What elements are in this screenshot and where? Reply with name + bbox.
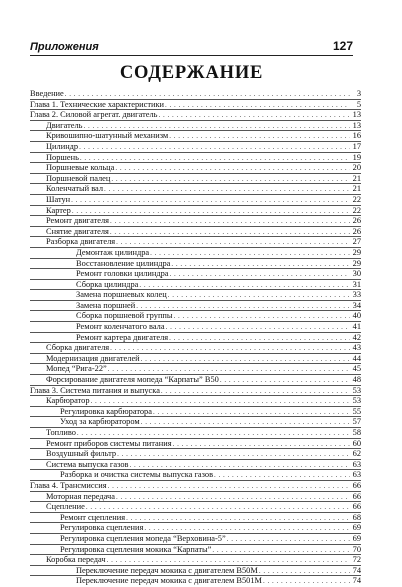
toc-entry-page: 29 [352,247,361,257]
toc-entry [30,522,361,533]
toc-entry [30,279,361,290]
toc-entry [30,427,361,438]
toc-entry-title: Переключение передач мокика с двигателем В50М [76,565,258,575]
toc-entry [30,480,361,491]
toc-entry-page: 69 [352,523,361,533]
toc-entry-page: 13 [352,120,361,130]
toc-entry-page: 19 [352,152,361,162]
toc-entry-title: Форсирование двигателя мопеда “Карпаты” В50 [46,375,219,385]
toc-entry-title: Регулировка сцепления [60,523,144,533]
toc-entry-page: 13 [352,110,361,120]
toc-entry-title: Регулировка карбюратора [60,406,152,416]
toc-entry-title: Уход за карбюратором [60,417,140,427]
toc-entry [30,395,361,406]
toc-entry-page: 41 [352,322,361,332]
toc-entry-page: 21 [352,184,361,194]
toc-entry-title: Коробка передач [46,555,106,565]
toc-entry-title: Разборка и очистка системы выпуска газов [60,470,214,480]
toc-entry-page: 70 [352,544,361,554]
toc-entry-page: 57 [352,417,361,427]
toc-entry-page: 63 [352,470,361,480]
toc-entry [30,89,361,99]
toc-entry [30,258,361,269]
toc-entry-title: Глава 2. Силовой агрегат. двигатель [30,110,158,120]
toc-entry [30,416,361,427]
toc-entry-title: Замена поршневых колец [76,290,167,300]
toc-entry-page: 68 [352,512,361,522]
toc-entry-title: Карбюратор [46,396,90,406]
toc-entry [30,374,361,385]
toc-entry-title: Снятие двигателя [46,226,109,236]
page-heading: СОДЕРЖАНИЕ [119,63,264,83]
toc-entry-title: Глава 3. Система питания и выпуска [30,385,160,395]
toc-entry-page: 44 [352,353,361,363]
toc-entry [30,438,361,449]
toc-entry-title: Сборка двигателя [46,343,110,353]
toc-entry-title: Регулировка сцепления мопеда “Верховина-5” [60,533,226,543]
toc-entry [30,332,361,343]
toc-entry-title: Картер [46,205,71,215]
toc-entry-page: 26 [352,216,361,226]
toc-entry-page: 22 [352,205,361,215]
toc-entry-title: Сборка цилиндра [76,279,139,289]
toc-entry [30,342,361,353]
toc-entry-page: 30 [352,269,361,279]
toc-entry [30,544,361,555]
toc-entry-page: 31 [352,279,361,289]
toc-entry-page: 66 [352,480,361,490]
toc-entry [30,289,361,300]
toc-entry [30,459,361,470]
toc-entry-title: Глава 1. Технические характеристики [30,99,165,109]
toc-entry-page: 16 [352,131,361,141]
toc-entry-page: 72 [352,555,361,565]
toc-entry-page: 21 [352,173,361,183]
toc-entry-page: 63 [352,459,361,469]
toc-entry-title: Кривошипно-шатунный механизм [46,131,169,141]
toc-entry-page: 58 [352,428,361,437]
toc-entry-title: Сборка поршневой группы [76,311,173,321]
toc-entry [30,215,361,226]
toc-entry-title: Ремонт головки цилиндра [76,269,169,279]
toc-entry [30,109,361,120]
dot-leader [263,577,350,587]
toc-entry-title: Ремонт приборов системы питания [46,438,172,448]
toc-entry-page: 45 [352,364,361,374]
toc-entry-page: 48 [352,375,361,385]
toc-entry-page: 40 [352,311,361,321]
toc-entry [30,236,361,247]
toc-entry-title: Ремонт двигателя [46,216,110,226]
toc-entry [30,512,361,523]
toc-entry [30,120,361,131]
toc-entry-title: Ремонт коленчатого вала [76,322,165,332]
toc-entry-title: Двигатель [46,120,83,130]
toc-entry [30,247,361,258]
toc-entry-page: 22 [352,194,361,204]
toc-entry [30,406,361,417]
toc-entry-title: Ремонт картера двигателя [76,332,169,342]
toc-entry [30,162,361,173]
toc-entry [30,130,361,141]
toc-entry-title: Моторная передача [46,491,115,501]
toc-entry-page: 26 [352,226,361,236]
toc-entry [30,575,361,586]
toc-entry [30,205,361,216]
toc-entry-title: Восстановление цилиндра [76,258,171,268]
toc-entry [30,99,361,110]
toc-entry [30,385,361,396]
toc-entry-title: Мопед “Рига-22” [46,364,107,374]
toc-entry [30,448,361,459]
toc-entry-title: Шатун [46,194,71,204]
toc-entry-page: 74 [352,576,361,586]
toc-entry-page: 27 [352,237,361,247]
toc-entry-page: 66 [352,491,361,501]
toc-entry [30,565,361,576]
toc-entry-page: 53 [352,396,361,406]
toc-entry-title: Регулировка сцепления мокика “Карпаты” [60,544,212,554]
toc-entry-page: 74 [352,565,361,575]
running-header [30,41,353,56]
toc-entry [30,226,361,237]
toc-entry [30,141,361,152]
section-title: Приложения [30,41,99,53]
toc-entry-title: Топливо [46,428,76,437]
toc-entry [30,533,361,544]
toc-entry-page: 34 [352,300,361,310]
toc-entry-page: 62 [352,449,361,459]
toc-entry-title: Цилиндр [46,141,79,151]
toc-entry-page: 69 [352,533,361,543]
toc-entry [30,268,361,279]
toc-entry-title: Демонтаж цилиндра [76,247,150,257]
toc-entry [30,321,361,332]
toc-entry-title: Воздушный фильтр [46,449,117,459]
toc-entry [30,469,361,480]
toc-entry-title: Глава 4. Трансмиссия [30,480,107,490]
toc-entry-page: 60 [352,438,361,448]
toc-entry-page: 17 [352,141,361,151]
toc-entry-page: 20 [352,163,361,173]
toc-entry [30,183,361,194]
toc-entry-title: Разборка двигателя [46,237,116,247]
toc-entry [30,152,361,163]
toc-entry-title: Модернизация двигателей [46,353,140,363]
toc-entry-page: 53 [352,385,361,395]
toc-entry-page: 66 [352,502,361,512]
toc-entry-title: Ремонт сцепления [60,512,126,522]
toc-entry [30,501,361,512]
toc-entry [30,363,361,374]
toc-entry [30,310,361,321]
toc-entry-title: Поршневой палец [46,173,111,183]
toc-entry [30,491,361,502]
toc-entry-title: Введение [30,89,64,98]
page-number: 127 [332,39,353,53]
toc-entry-page: 42 [352,332,361,342]
toc-entry-page: 3 [356,89,361,98]
toc-entry-title: Коленчатый вал [46,184,104,194]
toc-entry-title: Поршневые кольца [46,163,115,173]
toc-entry-title: Переключение передач мокика с двигателем В501М [76,576,262,586]
toc-entry-page: 5 [356,99,361,109]
toc-entry-page: 55 [352,406,361,416]
toc-entry-page: 43 [352,343,361,353]
toc-entry-title: Поршень [46,152,79,162]
toc-entry-title: Система выпуска газов [46,459,129,469]
toc-entry [30,353,361,364]
toc-entry-page: 29 [352,258,361,268]
toc-entry-page: 33 [352,290,361,300]
toc-entry [30,194,361,205]
toc-entry-title: Замена поршней [76,300,136,310]
table-of-contents [30,89,361,586]
toc-entry [30,554,361,565]
toc-entry [30,173,361,184]
toc-entry-title: Сцепление [46,502,85,512]
toc-entry [30,300,361,311]
